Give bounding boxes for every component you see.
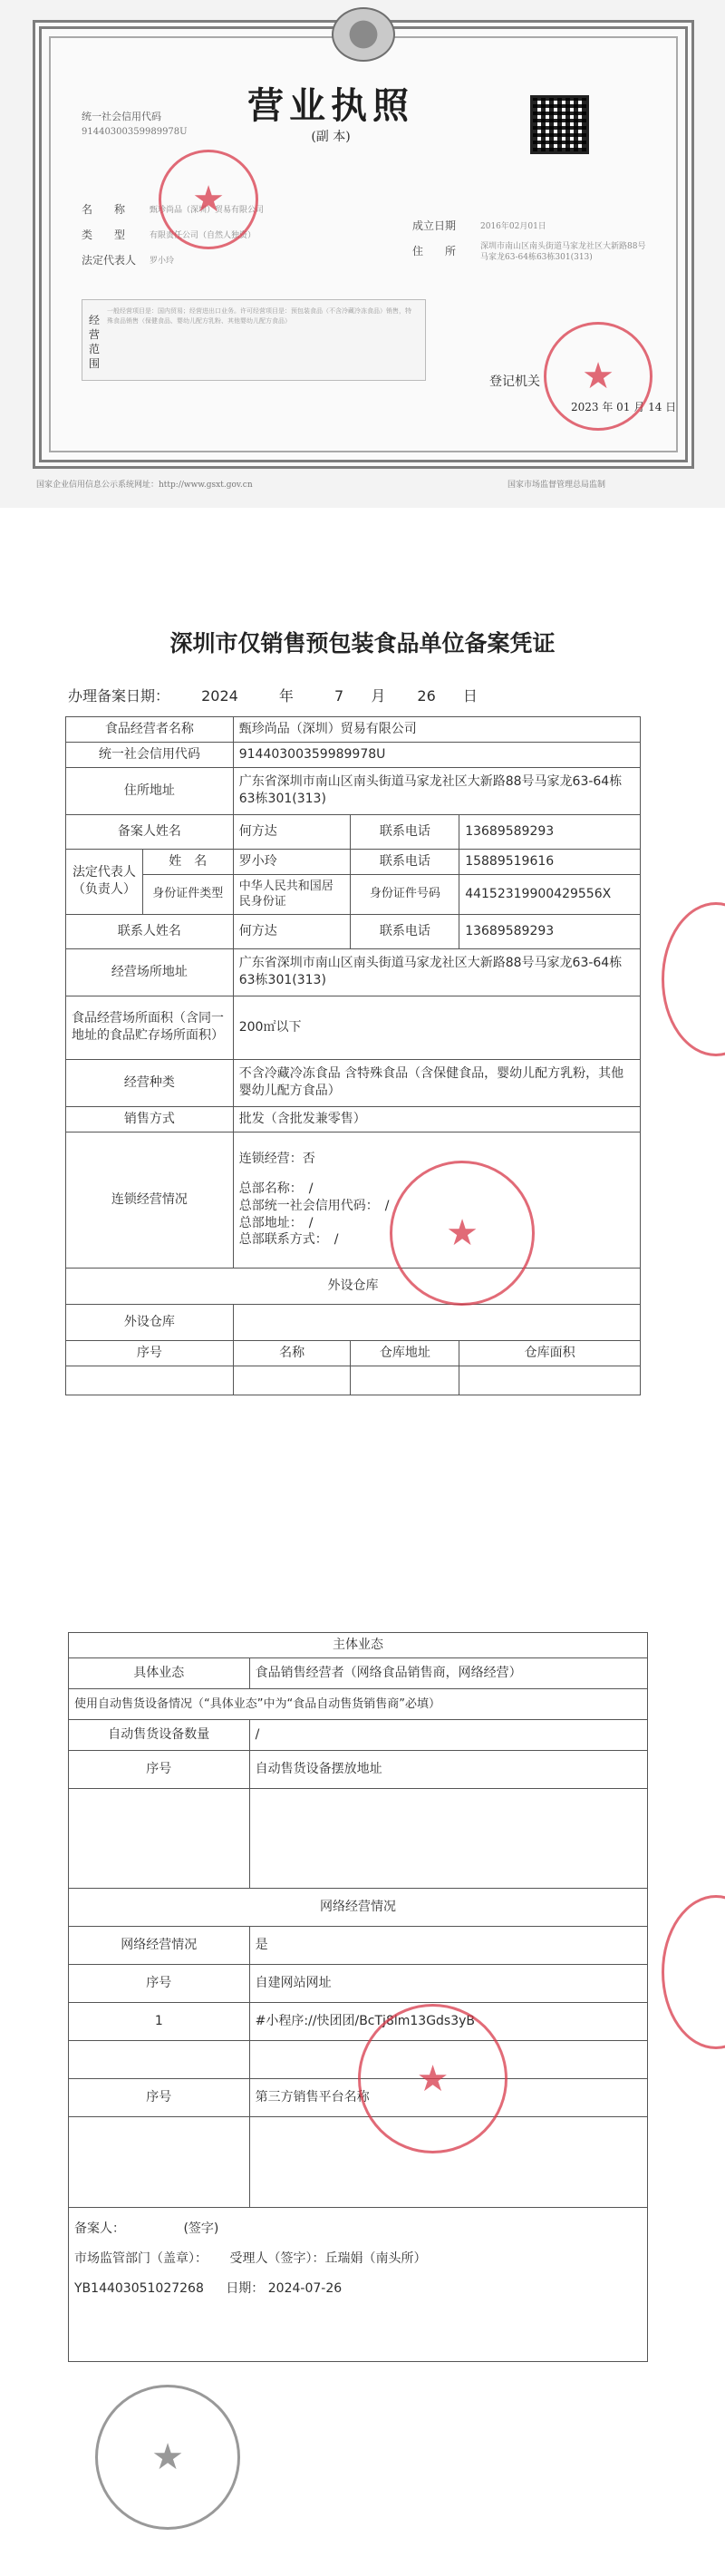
table-row [69,1888,648,1926]
record-date: 2024-07-26 [267,2280,343,2296]
record-no: YB14403051027268 [74,2280,204,2296]
id-type: 中华人民共和国居民身份证 [233,874,351,914]
legal-rep-label: 法定代表人（负责人） [66,849,143,914]
chain-line: 连锁经营：否 [238,1151,315,1166]
legal-rep-phone-label: 联系电话 [351,849,459,874]
area-label: 食品经营场所面积（含同一地址的食品贮存场所面积） [66,996,234,1059]
record-table-continued [68,1632,648,2362]
chain-line: 总部联系方式： / [238,1232,339,1248]
operator-name-label: 食品经营者名称 [66,717,234,743]
online-section: 网络经营情况 [69,1888,648,1926]
operator-name: 甄珍尚品（深圳）贸易有限公司 [233,717,640,743]
warehouse-label: 外设仓库 [66,1304,234,1340]
table-row [69,1657,648,1688]
authority-line [74,2250,642,2268]
credit-code-label: 统一社会信用代码 [66,742,234,767]
authority-seal-icon: ★ [95,2385,240,2530]
online-label: 网络经营情况 [69,1926,250,1964]
sales-label: 销售方式 [66,1106,234,1132]
third-party-label: 第三方销售平台名称 [249,2078,647,2116]
table-row [69,1633,648,1658]
record-no-line [74,2280,642,2298]
table-row [69,2002,648,2040]
company-seal-icon: ★ [390,1161,535,1306]
contact-name: 何方达 [233,914,351,948]
qr-code-icon [530,95,589,154]
table-row [66,1268,641,1304]
premises-value: 广东省深圳市南山区南头街道马家龙社区大新路88号马家龙63-64栋63栋301(313) [233,948,640,996]
edge-seal-icon [662,1895,725,2049]
chain-line: 总部地址： / [238,1215,314,1230]
record-month: 7 [334,687,344,705]
own-site-value: #小程序://快团团/BcTj8lm13Gds3yB [249,2002,647,2040]
table-row [66,914,641,948]
table-row [69,2116,648,2207]
record-date-row [68,685,478,705]
filer-phone: 13689589293 [459,814,641,849]
table-row [66,717,641,743]
contact-label: 联系人姓名 [66,914,234,948]
table-row [66,1132,641,1268]
address-value: 广东省深圳市南山区南头街道马家龙社区大新路88号马家龙63-64栋63栋301(313) [233,767,640,814]
chain-line: 总部名称： / [238,1181,314,1196]
contact-phone-label: 联系电话 [351,914,459,948]
vending-count-label: 自动售货设备数量 [69,1719,250,1750]
address-value: 深圳市南山区南头街道马家龙社区大新路88号马家龙63-64栋63栋301(313) [480,242,646,262]
wh-area-label: 仓库面积 [459,1340,641,1366]
record-date-label: 日期： [226,2280,265,2296]
established-label: 成立日期 [412,219,457,232]
main-format-section: 主体业态 [69,1633,648,1658]
record-day-unit: 日 [462,687,478,705]
record-table [65,716,641,1395]
filer-phone-label: 联系电话 [351,814,459,849]
warehouse-section: 外设仓库 [66,1268,641,1304]
chain-label: 连锁经营情况 [66,1132,234,1268]
table-row [66,814,641,849]
vending-count: / [249,1719,647,1750]
national-emblem-icon [332,7,395,62]
table-row [66,849,641,874]
table-row [66,1304,641,1340]
table-row [66,1106,641,1132]
filer-name: 何方达 [233,814,351,849]
company-seal-icon: ★ [358,2004,508,2153]
table-row [69,1750,648,1788]
table-row [69,1788,648,1888]
vending-label: 使用自动售货设备情况（“具体业态”中为“食品自动售货销售商”必填） [69,1688,648,1719]
record-month-unit: 月 [371,687,386,705]
table-row [66,742,641,767]
id-type-label: 身份证件类型 [142,874,233,914]
record-certificate-page [0,521,725,1496]
table-row [66,874,641,914]
table-row [69,1964,648,2002]
registration-organ: 登记机关 [489,374,540,389]
legal-rep-phone: 15889519616 [459,849,641,874]
sales-value: 批发（含批发兼零售） [233,1106,640,1132]
rep-value: 罗小玲 [150,257,175,266]
edge-seal-icon [662,902,725,1056]
table-row [66,996,641,1059]
credit-code-value: 91440300359989978U [82,127,188,137]
category-value: 不含冷藏冷冻食品 含特殊食品（含保健食品，婴幼儿配方乳粉，其他婴幼儿配方食品） [233,1059,640,1106]
online-value: 是 [249,1926,647,1964]
table-row [69,1719,648,1750]
filer-line [74,2221,642,2238]
table-row [66,1059,641,1106]
legal-rep-name: 罗小玲 [233,849,351,874]
license-footer-left: 国家企业信用信息公示系统网址：http://www.gsxt.gov.cn [36,481,253,490]
established-value: 2016年02月01日 [480,222,546,231]
format-value: 食品销售经营者（网络食品销售商，网络经营） [249,1657,647,1688]
type-value: 有限责任公司（自然人独资） [150,231,256,240]
table-row [69,2207,648,2361]
credit-code: 91440300359989978U [233,742,640,767]
contact-phone: 13689589293 [459,914,641,948]
area-value: 200㎡以下 [233,996,640,1059]
registration-date: 2023 年 01 月 14 日 [571,401,677,413]
table-row [69,1688,648,1719]
name-label: 名 称 [82,203,126,216]
filer-line-label: 备案人： [74,2221,125,2236]
name-value: 甄珍尚品（深圳）贸易有限公司 [150,206,265,215]
business-license-page [0,0,725,508]
vending-seq-label: 序号 [69,1750,250,1788]
address-label: 住 所 [412,245,457,258]
table-row [69,1926,648,1964]
own-site-row-no: 1 [69,2002,250,2040]
record-year-unit: 年 [278,687,294,705]
record-year: 2024 [201,687,238,705]
filer-label: 备案人姓名 [66,814,234,849]
wh-name-label: 名称 [233,1340,351,1366]
record-title: 深圳市仅销售预包装食品单位备案凭证 [169,630,556,656]
scope-value: 一般经营项目是：国内贸易；经营进出口业务。许可经营项目是：预包装食品（不含冷藏冷冻食品）销售，特殊食品销售（保健食品、婴幼儿配方乳粉、其他婴幼儿配方食品） [107,307,411,325]
table-row [66,1366,641,1395]
format-label: 具体业态 [69,1657,250,1688]
chain-line: 总部统一社会信用代码： / [238,1198,390,1213]
seq-label: 序号 [66,1340,234,1366]
authority-label: 市场监管部门（盖章）： [74,2250,208,2266]
type-label: 类 型 [82,228,126,241]
legal-rep-name-label: 姓 名 [142,849,233,874]
credit-code-label: 统一社会信用代码 [82,111,161,122]
own-site-label: 自建网站网址 [249,1964,647,2002]
signature-block [69,2207,648,2361]
third-party-seq-label: 序号 [69,2078,250,2116]
address-label: 住所地址 [66,767,234,814]
premises-label: 经营场所地址 [66,948,234,996]
receiver-label: 受理人（签字）：丘瑞娟（南头所） [229,2250,427,2266]
id-no-label: 身份证件号码 [351,874,459,914]
rep-label: 法定代表人 [82,254,137,267]
id-no: 44152319900429556X [459,874,641,914]
vending-addr-label: 自动售货设备摆放地址 [249,1750,647,1788]
category-label: 经营种类 [66,1059,234,1106]
record-day: 26 [417,687,436,705]
table-row [66,1340,641,1366]
registration-seal-icon: ★ [544,322,652,431]
scope-label: 经营范围 [89,314,101,370]
filer-sig-label: (签字) [183,2221,219,2236]
license-title: 营业执照 [247,84,414,127]
license-footer-right: 国家市场监督管理总局监制 [508,481,606,490]
record-date-label: 办理备案日期： [68,687,170,705]
company-seal-icon: ★ [159,150,258,249]
table-row [66,948,641,996]
license-subtitle: (副 本) [311,130,351,144]
wh-addr-label: 仓库地址 [351,1340,459,1366]
table-row [66,767,641,814]
record-continued-page [0,1541,725,2576]
own-site-seq-label: 序号 [69,1964,250,2002]
